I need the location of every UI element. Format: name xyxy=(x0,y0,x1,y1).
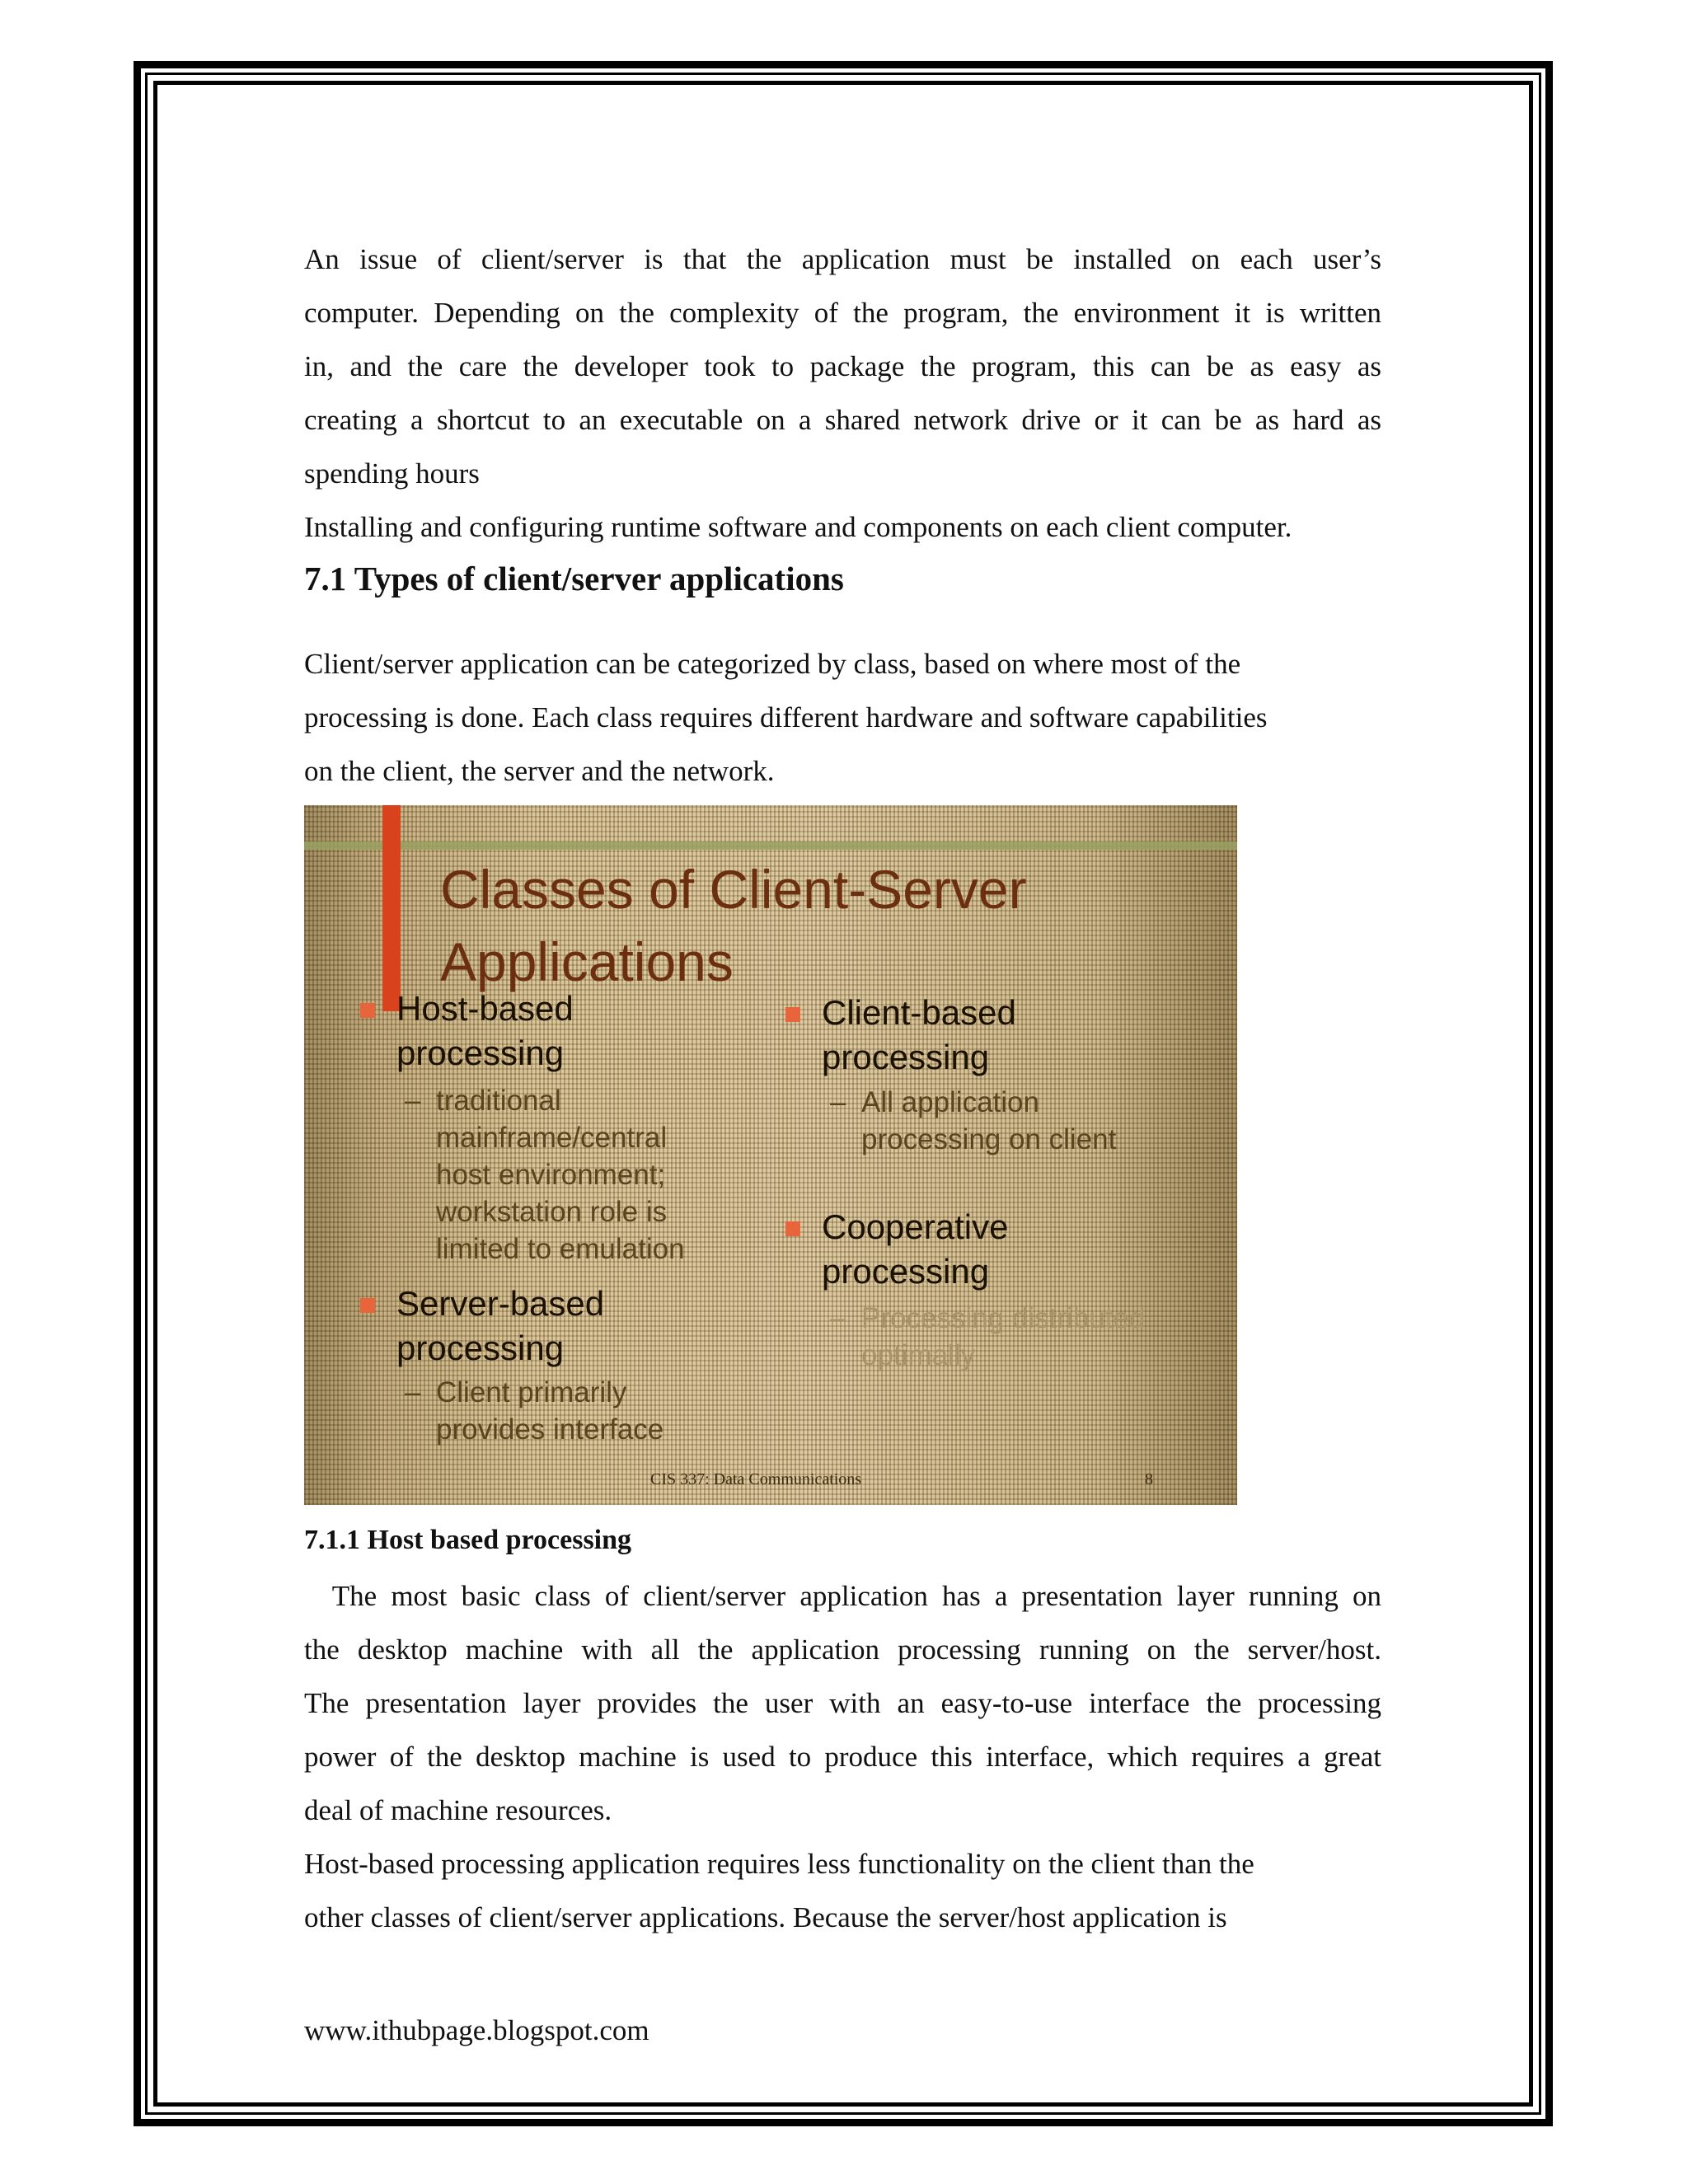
slide-bullet-cooperative xyxy=(822,1205,1008,1294)
slide-sub-client xyxy=(830,1084,1117,1158)
sub-line: traditional xyxy=(436,1085,561,1117)
intro-line: Installing and configuring runtime software and components on each client computer. xyxy=(304,511,1292,543)
subsection-heading: 7.1.1 Host based processing xyxy=(304,1525,632,1555)
dash-glyph: – xyxy=(405,1085,421,1117)
bullet-title: processing xyxy=(822,1252,990,1291)
sub-line: Processing distributed xyxy=(861,1302,1146,1334)
slide-bullet-host xyxy=(396,987,574,1076)
intro-paragraph xyxy=(304,232,1381,554)
sub-line: optimally xyxy=(861,1339,976,1371)
bullet-square-icon xyxy=(360,1003,375,1018)
slide-title-line: Applications xyxy=(440,931,734,992)
slide-page-number: 8 xyxy=(1145,1470,1153,1488)
bullet-title: Server-based xyxy=(396,1284,605,1323)
bullet-title: Host-based xyxy=(396,989,574,1028)
slide-footer-text: CIS 337: Data Communications xyxy=(650,1470,862,1488)
intro-line: in, and the care the developer took to package the program, this can be as easy as xyxy=(304,350,1381,382)
slide-sub-server xyxy=(405,1374,664,1448)
bullet-title: Client-based xyxy=(822,993,1016,1032)
sub-line: processing on client xyxy=(861,1123,1117,1155)
subsection-line: the desktop machine with all the application processing running on the server/host. xyxy=(304,1633,1381,1666)
intro-line: computer. Depending on the complexity of the program, the environment it is written xyxy=(304,297,1381,329)
slide-sub-cooperative xyxy=(830,1300,1146,1374)
subsection-line: power of the desktop machine is used to produce this interface, which requires a great xyxy=(304,1741,1381,1773)
subsection-line: other classes of client/server applications. Because the server/host application is xyxy=(304,1901,1227,1933)
sub-line: All application xyxy=(861,1086,1039,1118)
slide-accent-bar xyxy=(382,805,401,1011)
sub-line: provides interface xyxy=(436,1413,664,1446)
subsection-paragraph xyxy=(304,1569,1381,1944)
slide-title-line: Classes of Client-Server xyxy=(440,859,1027,920)
bullet-title: processing xyxy=(822,1038,990,1076)
bullet-title: processing xyxy=(396,1033,565,1072)
bullet-title: processing xyxy=(396,1329,565,1367)
slide-image xyxy=(304,805,1237,1505)
dash-glyph: – xyxy=(405,1376,421,1408)
intro-line: An issue of client/server is that the application must be installed on each user’s xyxy=(304,243,1381,275)
intro-line: spending hours xyxy=(304,457,480,490)
slide-bullet-client xyxy=(822,991,1016,1080)
subsection-line: The most basic class of client/server application has a presentation layer running on xyxy=(304,1580,1381,1612)
bullet-square-icon xyxy=(785,1221,800,1236)
section-line: processing is done. Each class requires different hardware and software capabilities xyxy=(304,701,1268,733)
slide-title xyxy=(440,853,1027,998)
section-line: Client/server application can be categorized by class, based on where most of the xyxy=(304,648,1241,680)
sub-line: host environment; xyxy=(436,1159,666,1191)
section-heading: 7.1 Types of client/server applications xyxy=(304,560,844,598)
footer-url: www.ithubpage.blogspot.com xyxy=(304,2014,649,2046)
subsection-line: deal of machine resources. xyxy=(304,1794,612,1826)
subsection-line: The presentation layer provides the user with an easy-to-use interface the processing xyxy=(304,1687,1381,1719)
section-line: on the client, the server and the network. xyxy=(304,755,775,787)
slide-top-band xyxy=(304,841,1237,850)
sub-line: workstation role is xyxy=(436,1196,668,1228)
slide-sub-host xyxy=(405,1082,685,1268)
subsection-line: Host-based processing application requires less functionality on the client than the xyxy=(304,1848,1254,1880)
sub-line: Client primarily xyxy=(436,1376,627,1408)
section-paragraph xyxy=(304,637,1381,798)
sub-line: limited to emulation xyxy=(436,1233,685,1265)
dash-glyph: – xyxy=(830,1302,846,1334)
sub-line: mainframe/central xyxy=(436,1122,668,1154)
bullet-square-icon xyxy=(785,1007,800,1022)
dash-glyph: – xyxy=(830,1086,846,1118)
slide-bullet-server xyxy=(396,1282,604,1371)
intro-line: creating a shortcut to an executable on a shared network drive or it can be as hard as xyxy=(304,404,1381,436)
bullet-square-icon xyxy=(360,1298,375,1313)
bullet-title: Cooperative xyxy=(822,1207,1009,1246)
